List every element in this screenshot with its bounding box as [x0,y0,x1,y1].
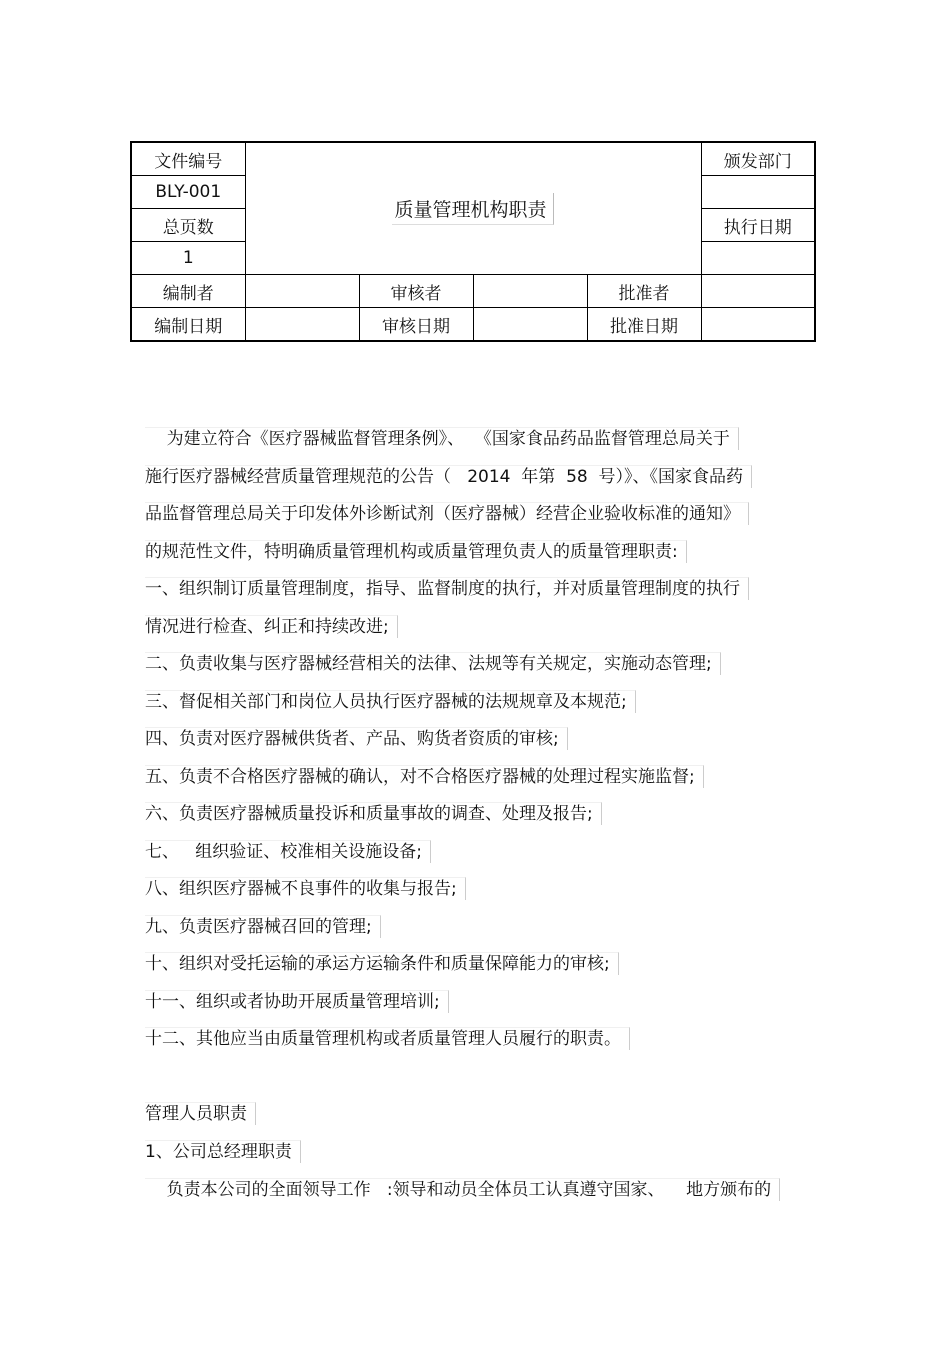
body-line: 十、组织对受托运输的承运方运输条件和质量保障能力的审核; [145,952,619,975]
dept-label: 颁发部门 [701,142,815,176]
body-line: 品监督管理总局关于印发体外诊断试剂（医疗器械）经营企业验收标准的通知》 [145,502,749,525]
pages-value: 1 [131,242,245,275]
body-line: 十二、其他应当由质量管理机构或者质量管理人员履行的职责。 [145,1027,630,1050]
document-title-cell [245,142,701,275]
section-heading: 管理人员职责 [145,1102,256,1125]
document-header-table [130,141,816,342]
body-line: 八、组织医疗器械不良事件的收集与报告; [145,877,466,900]
author-label: 编制者 [131,275,245,308]
dept-value [701,176,815,209]
pages-label: 总页数 [131,209,245,242]
body-line: 九、负责医疗器械召回的管理; [145,915,381,938]
body-line: 的规范性文件，特明确质量管理机构或质量管理负责人的质量管理职责: [145,540,687,563]
section-paragraph: 负责本公司的全面领导工作 :领导和动员全体员工认真遵守国家、 地方颁布的 [145,1178,780,1201]
body-line: 十一、组织或者协助开展质量管理培训; [145,990,449,1013]
exec-date-label: 执行日期 [701,209,815,242]
body-line: 五、负责不合格医疗器械的确认，对不合格医疗器械的处理过程实施监督; [145,765,704,788]
approve-date-label: 批准日期 [587,308,701,342]
body-line: 一、组织制订质量管理制度，指导、监督制度的执行，并对质量管理制度的执行 [145,577,749,600]
approve-date-value [701,308,815,342]
author-date-label: 编制日期 [131,308,245,342]
body-line: 四、负责对医疗器械供货者、产品、购货者资质的审核; [145,727,568,750]
review-date-value [473,308,587,342]
author-date-value [245,308,359,342]
body-line: 六、负责医疗器械质量投诉和质量事故的调查、处理及报告; [145,802,602,825]
review-date-label: 审核日期 [359,308,473,342]
body-line: 三、督促相关部门和岗位人员执行医疗器械的法规规章及本规范; [145,690,636,713]
body-line: 为建立符合《医疗器械监督管理条例》、 《国家食品药品监督管理总局关于 [145,427,739,450]
file-no-value: BLY-001 [131,176,245,209]
file-no-label: 文件编号 [131,142,245,176]
approver-label: 批准者 [587,275,701,308]
body-line: 施行医疗器械经营质量管理规范的公告（ 2014 年第 58 号）》、《国家食品药 [145,465,752,488]
body-line: 七、 组织验证、校准相关设施设备; [145,840,431,863]
body-line: 二、负责收集与医疗器械经营相关的法律、法规等有关规定，实施动态管理; [145,652,721,675]
reviewer-label: 审核者 [359,275,473,308]
reviewer-value [473,275,587,308]
body-line: 情况进行检查、纠正和持续改进; [145,615,398,638]
section-sub-heading: 1、公司总经理职责 [145,1140,301,1163]
approver-value [701,275,815,308]
exec-date-value [701,242,815,275]
author-value [245,275,359,308]
document-title: 质量管理机构职责 [392,193,553,225]
